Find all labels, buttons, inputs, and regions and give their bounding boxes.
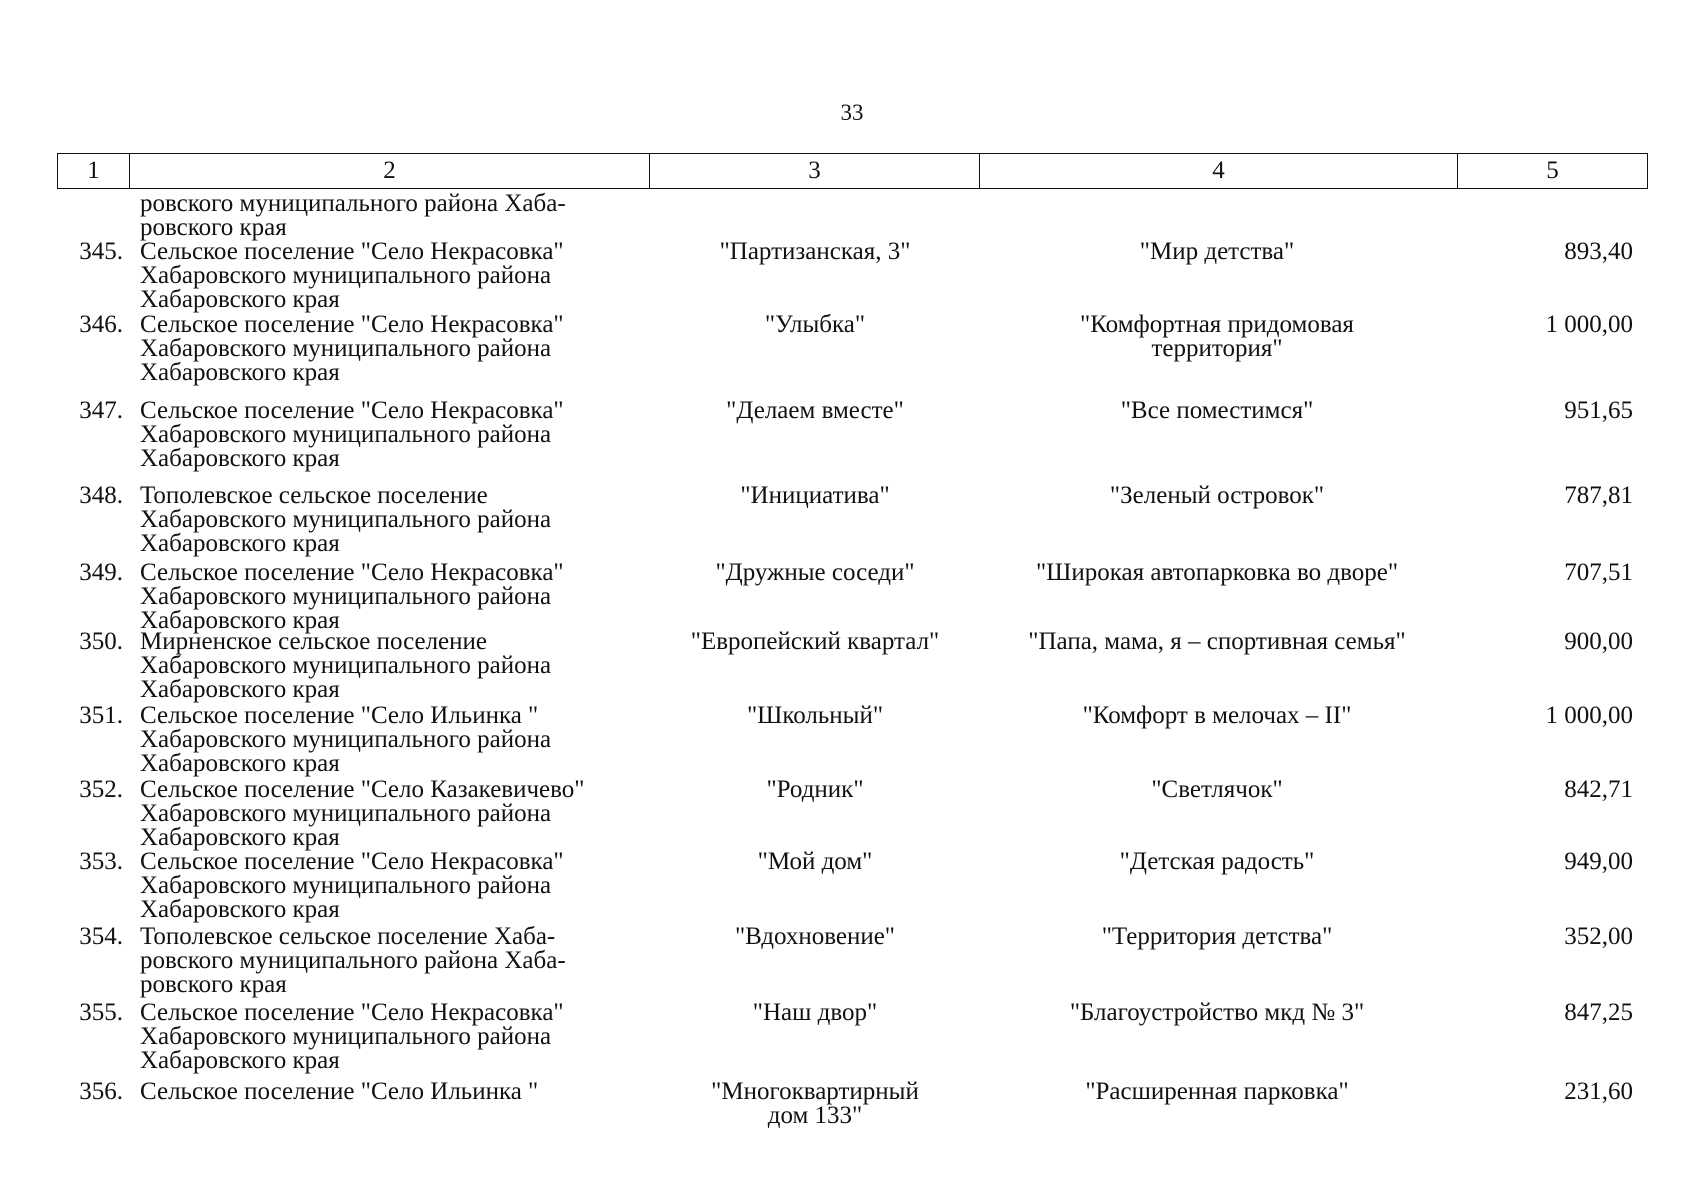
row-amount: 900,00 <box>1564 628 1633 655</box>
row-project-name: "Детская радость" <box>1119 848 1315 875</box>
row-municipality: Тополевское сельское поселение Хабаровского муниципального района Хабаровского края <box>140 482 552 557</box>
row-project-name: "Благоустройство мкд № 3" <box>1069 999 1365 1026</box>
row-municipality: Сельское поселение "Село Некрасовка" Хабаровского муниципального района Хабаровского края <box>140 559 564 634</box>
page-number: 33 <box>840 100 864 125</box>
row-municipality: Сельское поселение "Село Некрасовка" Хабаровского муниципального района Хабаровского края <box>140 397 564 472</box>
row-project-name: "Папа, мама, я – спортивная семья" <box>1028 628 1406 655</box>
row-amount: 842,71 <box>1564 776 1633 803</box>
row-project-location: "Многоквартирный дом 133" <box>711 1078 919 1129</box>
row-municipality: Сельское поселение "Село Ильинка " Хабаровского муниципального района Хабаровского края <box>140 702 552 777</box>
row-amount: 949,00 <box>1564 848 1633 875</box>
row-project-name: "Комфортная придомовая территория" <box>1080 311 1354 362</box>
row-project-location: "Партизанская, 3" <box>719 238 911 265</box>
row-project-name: "Расширенная парковка" <box>1085 1078 1349 1105</box>
row-number: 350. <box>79 628 123 655</box>
row-project-name: "Территория детства" <box>1101 923 1333 950</box>
row-amount: 787,81 <box>1564 482 1633 509</box>
row-number: 349. <box>79 559 123 586</box>
row-number: 345. <box>79 238 123 265</box>
row-project-location: "Дружные соседи" <box>715 559 915 586</box>
row-amount: 352,00 <box>1564 923 1633 950</box>
table-header <box>57 153 1648 189</box>
row-amount: 951,65 <box>1564 397 1633 424</box>
row-project-name: "Широкая автопарковка во дворе" <box>1035 559 1399 586</box>
header-col-1: 1 <box>58 154 130 188</box>
row-municipality: Мирненское сельское поселение Хабаровского муниципального района Хабаровского края <box>140 628 552 703</box>
row-project-name: "Все поместимся" <box>1120 397 1314 424</box>
row-municipality: Сельское поселение "Село Некрасовка" Хабаровского муниципального района Хабаровского края <box>140 999 564 1074</box>
row-project-name: "Мир детства" <box>1139 238 1295 265</box>
row-municipality: Сельское поселение "Село Некрасовка" Хабаровского муниципального района Хабаровского края <box>140 311 564 386</box>
row-amount: 707,51 <box>1564 559 1633 586</box>
header-col-2: 2 <box>130 154 650 188</box>
row-municipality: Сельское поселение "Село Казакевичево" Хабаровского муниципального района Хабаровского края <box>140 776 585 851</box>
row-number: 354. <box>79 923 123 950</box>
row-project-location: "Делаем вместе" <box>726 397 904 424</box>
row-number: 351. <box>79 702 123 729</box>
row-number: 352. <box>79 776 123 803</box>
row-project-name: "Светлячок" <box>1151 776 1283 803</box>
row-municipality: Сельское поселение "Село Ильинка " <box>140 1078 539 1105</box>
row-project-location: "Вдохновение" <box>734 923 896 950</box>
row-project-location: "Инициатива" <box>740 482 890 509</box>
row-number: 353. <box>79 848 123 875</box>
row-project-location: "Улыбка" <box>764 311 866 338</box>
row-municipality: Сельское поселение "Село Некрасовка" Хабаровского муниципального района Хабаровского края <box>140 238 564 313</box>
header-col-4: 4 <box>980 154 1458 188</box>
header-col-3: 3 <box>650 154 980 188</box>
row-amount: 893,40 <box>1564 238 1633 265</box>
continued-text: ровского муниципального района Хаба- ровского края <box>140 190 566 241</box>
row-amount: 1 000,00 <box>1545 702 1633 729</box>
row-municipality: Тополевское сельское поселение Хаба- ровского муниципального района Хаба- ровского края <box>140 923 566 998</box>
row-number: 346. <box>79 311 123 338</box>
row-amount: 847,25 <box>1564 999 1633 1026</box>
row-number: 347. <box>79 397 123 424</box>
row-number: 355. <box>79 999 123 1026</box>
row-amount: 1 000,00 <box>1545 311 1633 338</box>
row-number: 356. <box>79 1078 123 1105</box>
row-project-location: "Мой дом" <box>757 848 873 875</box>
row-project-name: "Комфорт в мелочах – II" <box>1082 702 1352 729</box>
row-project-location: "Родник" <box>766 776 864 803</box>
row-project-location: "Школьный" <box>746 702 884 729</box>
row-project-location: "Европейский квартал" <box>690 628 940 655</box>
row-project-location: "Наш двор" <box>752 999 878 1026</box>
row-amount: 231,60 <box>1564 1078 1633 1105</box>
row-municipality: Сельское поселение "Село Некрасовка" Хабаровского муниципального района Хабаровского края <box>140 848 564 923</box>
row-number: 348. <box>79 482 123 509</box>
row-project-name: "Зеленый островок" <box>1109 482 1325 509</box>
header-col-5: 5 <box>1546 157 1559 184</box>
